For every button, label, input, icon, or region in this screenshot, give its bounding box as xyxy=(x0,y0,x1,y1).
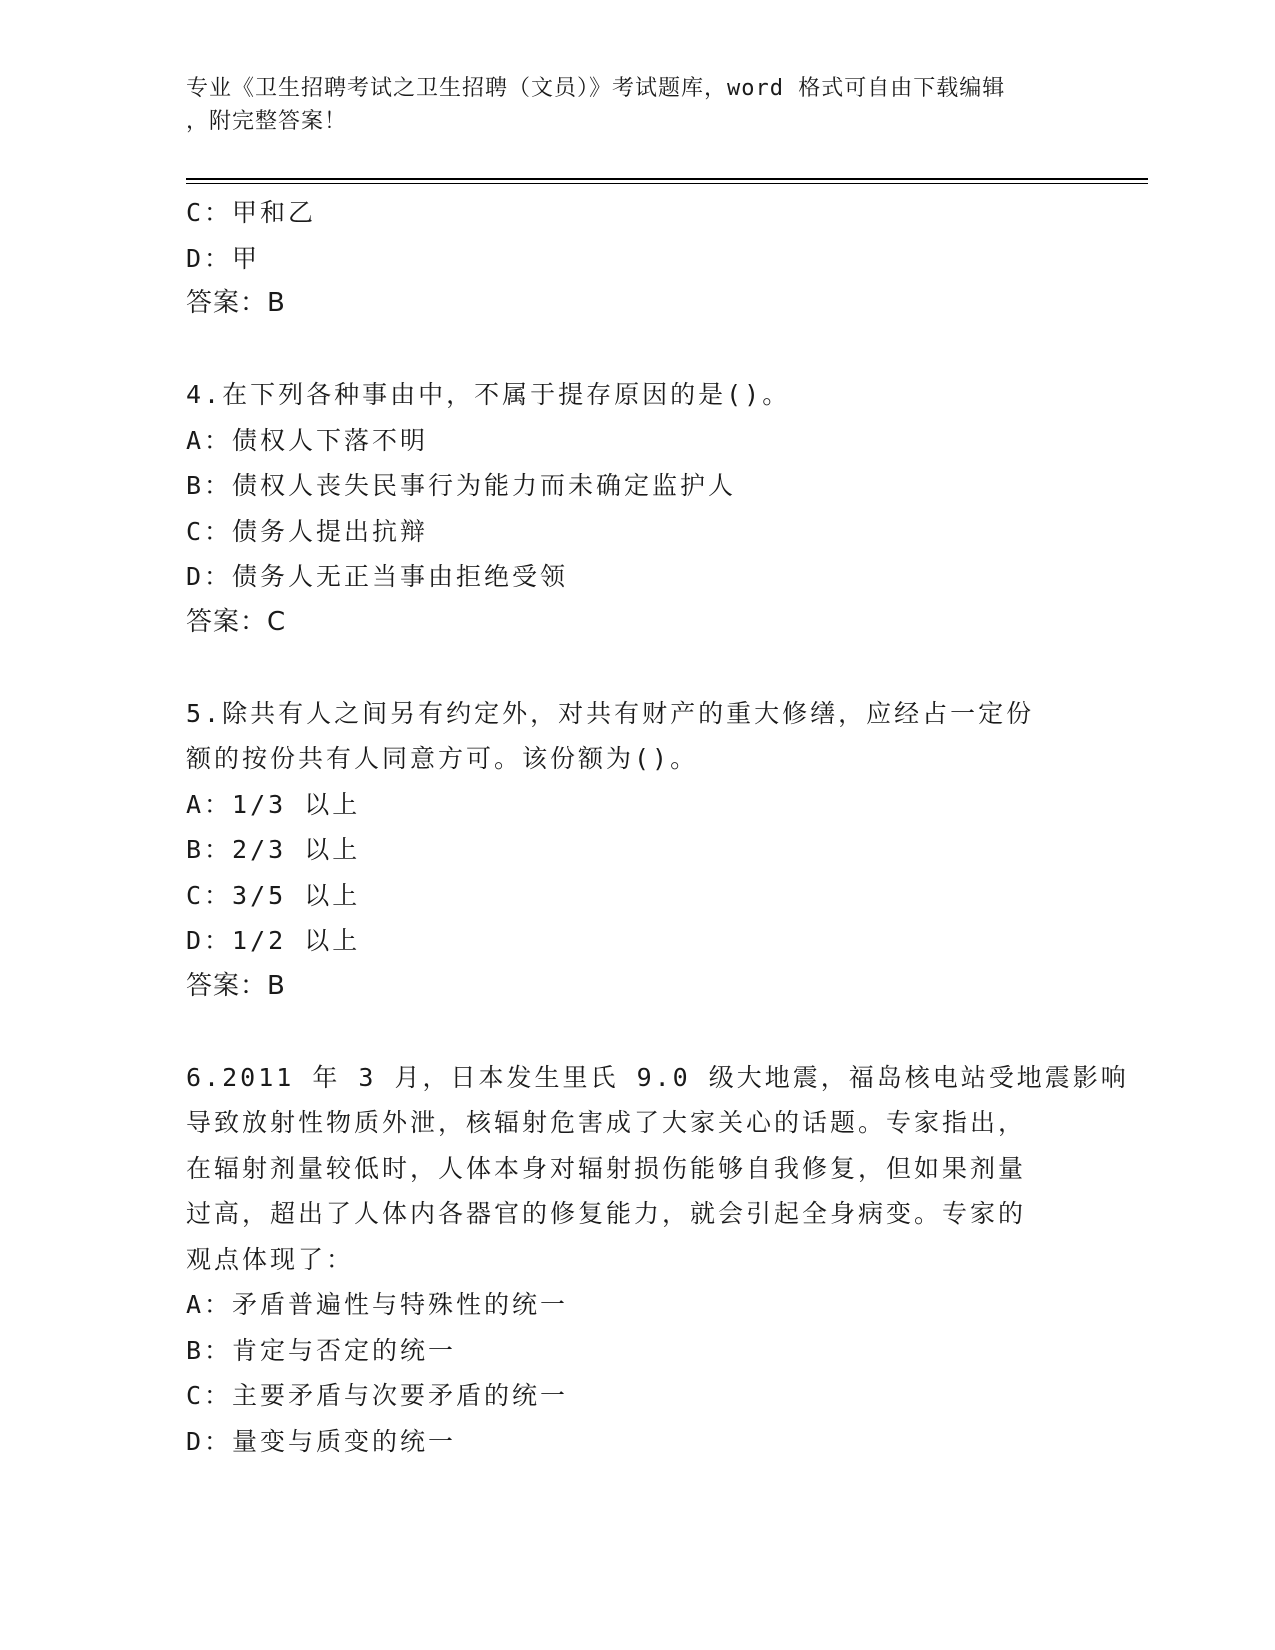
spacer xyxy=(186,327,1086,373)
option-c: C：甲和乙 xyxy=(186,198,317,227)
question-stem: 在辐射剂量较低时，人体本身对辐射损伤能够自我修复，但如果剂量 xyxy=(186,1153,1027,1183)
header-divider-thin xyxy=(186,183,1148,184)
spacer xyxy=(186,1009,1086,1055)
question-list xyxy=(186,190,1129,1464)
answer-line: 答案：B xyxy=(186,970,286,1001)
option-d: D：甲 xyxy=(186,243,261,273)
answer-line: 答案：B xyxy=(186,288,286,318)
spacer xyxy=(186,645,1086,691)
option-d: D：量变与质变的统一 xyxy=(186,1426,457,1456)
option-d: D：1/2 以上 xyxy=(186,926,361,955)
question-stem: 6.2011 年 3 月，日本发生里氏 9.0 级大地震，福岛核电站受地震影响 xyxy=(186,1062,1129,1092)
option-c: C：3/5 以上 xyxy=(186,880,361,910)
header-line-2: ，附完整答案！ xyxy=(186,109,348,134)
answer-line: 答案：C xyxy=(186,606,287,637)
option-a: A：债权人下落不明 xyxy=(186,425,429,455)
option-b: B：债权人丧失民事行为能力而未确定监护人 xyxy=(186,471,737,500)
option-d: D：债务人无正当事由拒绝受领 xyxy=(186,562,569,591)
question-stem: 观点体现了： xyxy=(186,1244,355,1274)
option-c: C：主要矛盾与次要矛盾的统一 xyxy=(186,1381,569,1410)
question-stem: 过高，超出了人体内各器官的修复能力，就会引起全身病变。专家的 xyxy=(186,1199,1027,1228)
question-stem: 导致放射性物质外泄，核辐射危害成了大家关心的话题。专家指出， xyxy=(186,1108,1027,1137)
header-divider-thick xyxy=(186,178,1148,180)
header-line-1: 专业《卫生招聘考试之卫生招聘（文员）》考试题库，word 格式可自由下载编辑 xyxy=(186,76,1006,101)
question-5 xyxy=(186,691,1086,1010)
option-a: A：矛盾普遍性与特殊性的统一 xyxy=(186,1290,569,1319)
option-b: B：2/3 以上 xyxy=(186,835,361,864)
previous-question-tail xyxy=(186,190,1086,327)
question-6 xyxy=(186,1055,1129,1465)
option-b: B：肯定与否定的统一 xyxy=(186,1335,457,1365)
question-stem: 4.在下列各种事由中，不属于提存原因的是()。 xyxy=(186,380,791,409)
question-stem: 额的按份共有人同意方可。该份额为()。 xyxy=(186,744,699,773)
question-4 xyxy=(186,372,1086,645)
question-stem: 5.除共有人之间另有约定外，对共有财产的重大修缮，应经占一定份 xyxy=(186,698,1035,728)
option-c: C：债务人提出抗辩 xyxy=(186,516,429,546)
option-a: A：1/3 以上 xyxy=(186,789,361,819)
document-header xyxy=(186,72,1086,138)
